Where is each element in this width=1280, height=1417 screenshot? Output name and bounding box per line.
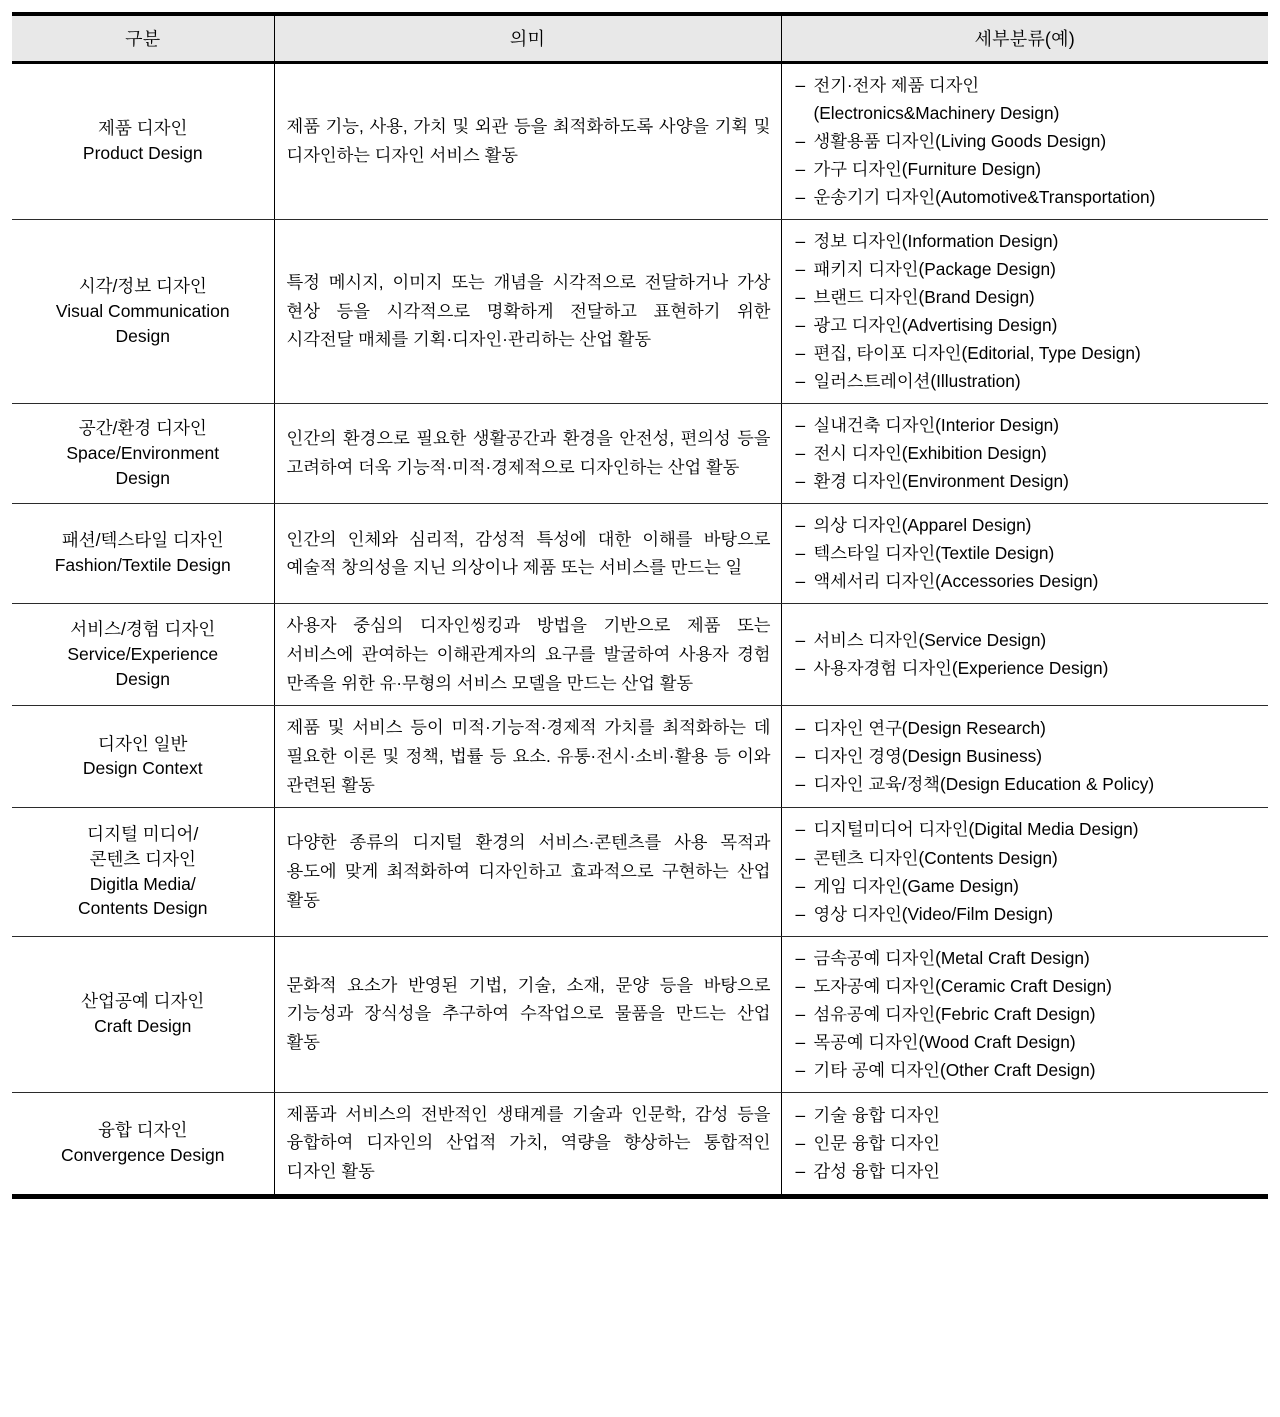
dash-bullet-icon: – (795, 443, 806, 464)
dash-bullet-icon: – (795, 975, 806, 996)
subcategory-item (796, 283, 1265, 311)
subcategory-item (796, 770, 1265, 798)
dash-bullet-icon: – (795, 1132, 806, 1153)
cell-category (12, 706, 274, 808)
subcategory-list (796, 815, 1265, 927)
cell-meaning: 제품과 서비스의 전반적인 생태계를 기술과 인문학, 감성 등을 융합하여 디자인의 산업적 가치, 역량을 향상하는 통합적인 디자인 활동 (274, 1092, 781, 1194)
table-row (12, 504, 1268, 604)
subcategory-label: 금속공예 디자인(Metal Craft Design) (813, 947, 1090, 968)
table-row (12, 404, 1268, 504)
subcategory-label: 디지털미디어 디자인(Digital Media Design) (813, 819, 1139, 840)
dash-bullet-icon: – (795, 231, 806, 252)
cell-meaning: 다양한 종류의 디지털 환경의 서비스·콘텐츠를 사용 목적과 용도에 맞게 최적화하여 디자인하고 효과적으로 구현하는 산업 활동 (274, 808, 781, 936)
cell-meaning: 제품 기능, 사용, 가치 및 외관 등을 최적화하도록 사양을 기획 및 디자인하는 디자인 서비스 활동 (274, 63, 781, 220)
cell-subcategories (781, 706, 1268, 808)
category-label-en: Product Design (82, 143, 203, 164)
subcategory-item (796, 255, 1265, 283)
subcategory-item (796, 944, 1265, 972)
dash-bullet-icon: – (795, 543, 806, 564)
subcategory-label: 일러스트레이션(Illustration) (813, 371, 1021, 392)
category-label-en: Service/Experience (67, 643, 219, 664)
cell-category (12, 936, 274, 1092)
subcategory-label: 의상 디자인(Apparel Design) (813, 515, 1032, 536)
subcategory-list (796, 714, 1265, 798)
category-label-ko: 서비스/경험 디자인 (70, 619, 216, 640)
cell-meaning: 사용자 중심의 디자인씽킹과 방법을 기반으로 제품 또는 서비스에 관여하는 이해관계자의 요구를 발굴하여 사용자 경험 만족을 위한 유·무형의 서비스 모델을 만드는 산업 활동 (274, 604, 781, 706)
dash-bullet-icon: – (795, 75, 806, 95)
subcategory-label: 서비스 디자인(Service Design) (813, 630, 1047, 651)
cell-category (12, 504, 274, 604)
dash-bullet-icon: – (795, 1059, 806, 1080)
dash-bullet-icon: – (795, 571, 806, 592)
subcategory-label: 편집, 타이포 디자인(Editorial, Type Design) (813, 343, 1141, 364)
dash-bullet-icon: – (795, 774, 806, 795)
cell-subcategories (781, 220, 1268, 404)
dash-bullet-icon: – (795, 630, 806, 651)
table-row (12, 808, 1268, 936)
dash-bullet-icon: – (795, 159, 806, 180)
subcategory-item (796, 467, 1265, 495)
cell-category (12, 63, 274, 220)
dash-bullet-icon: – (795, 847, 806, 868)
cell-subcategories (781, 63, 1268, 220)
column-header-meaning: 의미 (274, 14, 781, 63)
subcategory-item (796, 511, 1265, 539)
category-label-en: Design Context (82, 758, 203, 779)
subcategory-list (796, 511, 1265, 595)
category-label-ko: 디지털 미디어/ (87, 823, 199, 844)
dash-bullet-icon: – (795, 343, 806, 364)
cell-subcategories (781, 604, 1268, 706)
dash-bullet-icon: – (795, 259, 806, 280)
cell-subcategories (781, 404, 1268, 504)
table-row (12, 604, 1268, 706)
subcategory-label: 디자인 교육/정책(Design Education & Policy) (813, 774, 1155, 795)
subcategory-list (796, 626, 1265, 682)
category-label-en: Design (115, 668, 170, 689)
dash-bullet-icon: – (795, 371, 806, 392)
cell-category (12, 604, 274, 706)
category-label-en: Digitla Media/ (89, 873, 196, 894)
subcategory-item (796, 439, 1265, 467)
dash-bullet-icon: – (795, 746, 806, 767)
subcategory-label: 게임 디자인(Game Design) (813, 875, 1019, 896)
dash-bullet-icon: – (795, 287, 806, 308)
cell-subcategories (781, 1092, 1268, 1194)
table-body (12, 63, 1268, 1194)
cell-subcategories (781, 504, 1268, 604)
subcategory-item (796, 972, 1265, 1000)
subcategory-label: 기술 융합 디자인 (813, 1104, 940, 1125)
dash-bullet-icon: – (795, 875, 806, 896)
subcategory-label: 실내건축 디자인(Interior Design) (813, 415, 1060, 436)
category-label-en: Visual Communication (55, 300, 230, 321)
subcategory-item (796, 99, 1265, 127)
subcategory-item (796, 1129, 1265, 1157)
subcategory-item (796, 1157, 1265, 1185)
subcategory-item (796, 339, 1265, 367)
cell-meaning: 인간의 인체와 심리적, 감성적 특성에 대한 이해를 바탕으로 예술적 창의성을 지닌 의상이나 제품 또는 서비스를 만드는 일 (274, 504, 781, 604)
cell-subcategories (781, 936, 1268, 1092)
category-label-en: Design (115, 325, 170, 346)
dash-bullet-icon: – (795, 315, 806, 336)
category-label-ko: 제품 디자인 (98, 118, 188, 139)
subcategory-label: 텍스타일 디자인(Textile Design) (813, 543, 1055, 564)
subcategory-item (796, 654, 1265, 682)
cell-meaning: 인간의 환경으로 필요한 생활공간과 환경을 안전성, 편의성 등을 고려하여 더욱 기능적·미적·경제적으로 디자인하는 산업 활동 (274, 404, 781, 504)
subcategory-label: 사용자경험 디자인(Experience Design) (813, 658, 1109, 679)
subcategory-item (796, 567, 1265, 595)
category-label-ko: 공간/환경 디자인 (78, 417, 207, 438)
dash-bullet-icon: – (795, 819, 806, 840)
category-label-ko: 산업공예 디자인 (81, 990, 205, 1011)
subcategory-item (796, 900, 1265, 928)
category-label-ko: 시각/정보 디자인 (78, 275, 207, 296)
subcategory-item (796, 155, 1265, 183)
subcategory-label: 인문 융합 디자인 (813, 1132, 940, 1153)
dash-bullet-icon: – (795, 1003, 806, 1024)
subcategory-item (796, 714, 1265, 742)
table-bottom-rule (12, 1194, 1268, 1199)
subcategory-item (796, 127, 1265, 155)
subcategory-label: 콘텐츠 디자인(Contents Design) (813, 847, 1058, 868)
cell-category (12, 404, 274, 504)
dash-bullet-icon: – (795, 131, 806, 152)
subcategory-label: 액세서리 디자인(Accessories Design) (813, 571, 1099, 592)
dash-bullet-icon: – (795, 471, 806, 492)
subcategory-label: 기타 공예 디자인(Other Craft Design) (813, 1059, 1096, 1080)
dash-bullet-icon: – (795, 1160, 806, 1181)
subcategory-label: (Electronics&Machinery Design) (813, 103, 1060, 124)
subcategory-item (796, 1028, 1265, 1056)
table-row (12, 63, 1268, 220)
dash-bullet-icon: – (795, 1104, 806, 1125)
cell-category (12, 220, 274, 404)
subcategory-item (796, 626, 1265, 654)
subcategory-list (796, 1101, 1265, 1185)
subcategory-label: 디자인 연구(Design Research) (813, 718, 1046, 739)
table-row (12, 220, 1268, 404)
cell-category (12, 1092, 274, 1194)
subcategory-item (796, 539, 1265, 567)
subcategory-label: 디자인 경영(Design Business) (813, 746, 1042, 767)
subcategory-item (796, 71, 1265, 99)
subcategory-list (796, 227, 1265, 395)
subcategory-label: 정보 디자인(Information Design) (813, 231, 1059, 252)
dash-bullet-icon: – (795, 1031, 806, 1052)
dash-bullet-icon: – (795, 658, 806, 679)
table-header-row (12, 14, 1268, 63)
category-label-ko: 디자인 일반 (98, 733, 188, 754)
subcategory-list (796, 411, 1265, 495)
subcategory-item (796, 183, 1265, 211)
subcategory-item (796, 844, 1265, 872)
subcategory-item (796, 815, 1265, 843)
category-label-en: Contents Design (78, 898, 208, 919)
cell-meaning: 특정 메시지, 이미지 또는 개념을 시각적으로 전달하거나 가상 현상 등을 시각적으로 명확하게 전달하고 표현하기 위한 시각전달 매체를 기획·디자인·관리하는 산업 활동 (274, 220, 781, 404)
category-label-ko: 패션/텍스타일 디자인 (61, 530, 224, 551)
category-label-en: Space/Environment (66, 442, 220, 463)
table-row (12, 936, 1268, 1092)
dash-bullet-icon: – (795, 947, 806, 968)
category-label-en: Convergence Design (61, 1144, 225, 1165)
subcategory-item (796, 1101, 1265, 1129)
subcategory-label: 브랜드 디자인(Brand Design) (813, 287, 1035, 308)
column-header-category: 구분 (12, 14, 274, 63)
table-row (12, 1092, 1268, 1194)
dash-bullet-icon: – (795, 718, 806, 739)
subcategory-list (796, 944, 1265, 1084)
cell-meaning: 문화적 요소가 반영된 기법, 기술, 소재, 문양 등을 바탕으로 기능성과 장식성을 추구하여 수작업으로 물품을 만드는 산업 활동 (274, 936, 781, 1092)
dash-bullet-icon: – (795, 515, 806, 536)
design-classification-table-wrapper (12, 12, 1268, 1194)
cell-category (12, 808, 274, 936)
subcategory-label: 생활용품 디자인(Living Goods Design) (813, 131, 1107, 152)
subcategory-list (796, 71, 1265, 211)
subcategory-label: 광고 디자인(Advertising Design) (813, 315, 1058, 336)
subcategory-item (796, 742, 1265, 770)
subcategory-item (796, 411, 1265, 439)
subcategory-label: 섬유공예 디자인(Febric Craft Design) (813, 1003, 1096, 1024)
table-header (12, 14, 1268, 63)
dash-bullet-icon: – (795, 415, 806, 436)
dash-bullet-icon: – (795, 903, 806, 924)
cell-meaning: 제품 및 서비스 등이 미적·기능적·경제적 가치를 최적화하는 데 필요한 이론 및 정책, 법률 등 요소. 유통·전시·소비·활용 등 이와 관련된 활동 (274, 706, 781, 808)
subcategory-label: 운송기기 디자인(Automotive&Transportation) (813, 187, 1156, 208)
subcategory-label: 감성 융합 디자인 (813, 1160, 940, 1181)
dash-bullet-icon: – (795, 187, 806, 208)
category-label-en: Craft Design (94, 1015, 192, 1036)
cell-subcategories (781, 808, 1268, 936)
subcategory-item (796, 1000, 1265, 1028)
subcategory-label: 목공예 디자인(Wood Craft Design) (813, 1031, 1076, 1052)
category-label-en: Design (115, 467, 170, 488)
subcategory-item (796, 872, 1265, 900)
category-label-en: Fashion/Textile Design (54, 555, 231, 576)
subcategory-item (796, 1056, 1265, 1084)
subcategory-item (796, 227, 1265, 255)
subcategory-label: 환경 디자인(Environment Design) (813, 471, 1069, 492)
subcategory-item (796, 311, 1265, 339)
subcategory-label: 전시 디자인(Exhibition Design) (813, 443, 1047, 464)
subcategory-label: 전기·전자 제품 디자인 (813, 75, 980, 95)
design-classification-table (12, 12, 1268, 1194)
category-label-ko: 융합 디자인 (98, 1119, 188, 1140)
subcategory-label: 도자공예 디자인(Ceramic Craft Design) (813, 975, 1112, 996)
subcategory-label: 영상 디자인(Video/Film Design) (813, 903, 1054, 924)
column-header-subcategory: 세부분류(예) (781, 14, 1268, 63)
category-label-ko: 콘텐츠 디자인 (89, 848, 196, 869)
subcategory-label: 패키지 디자인(Package Design) (813, 259, 1056, 280)
table-row (12, 706, 1268, 808)
subcategory-label: 가구 디자인(Furniture Design) (813, 159, 1042, 180)
subcategory-item (796, 367, 1265, 395)
